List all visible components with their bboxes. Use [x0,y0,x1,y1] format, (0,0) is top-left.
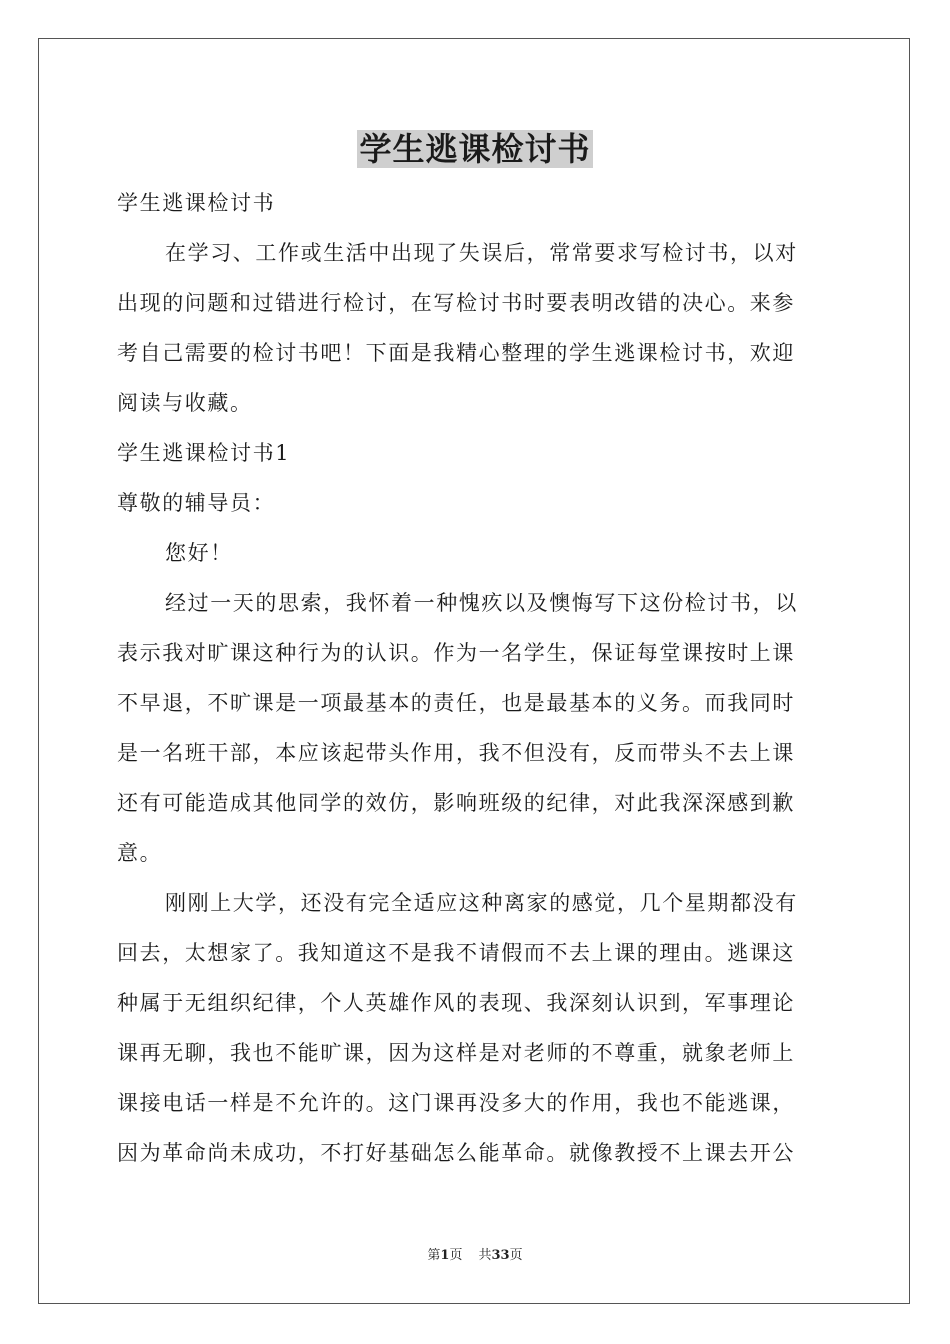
text-line: 刚刚上大学，还没有完全适应这种离家的感觉，几个星期都没有 [165,891,798,915]
text-line: 阅读与收藏。 [117,391,253,415]
page-footer [0,1244,950,1263]
text-line: 因为革命尚未成功，不打好基础怎么能革命。就像教授不上课去开公 [117,1141,795,1165]
text-line: 种属于无组织纪律，个人英雄作风的表现、我深刻认识到，军事理论 [117,991,795,1015]
document-title-text: 学生逃课检讨书 [359,130,591,168]
footer-page-number: 1 [440,1248,450,1263]
text-line: 表示我对旷课这种行为的认识。作为一名学生，保证每堂课按时上课 [117,641,795,665]
text-line: 尊敬的辅导员： [117,491,276,515]
text-line: 课接电话一样是不允许的。这门课再没多大的作用，我也不能逃课， [117,1091,795,1115]
text-line: 还有可能造成其他同学的效仿，影响班级的纪律，对此我深深感到歉 [117,791,795,815]
document-title [0,128,950,170]
document-body [117,178,833,1178]
footer-total-prefix: 共 [478,1248,492,1263]
text-line: 出现的问题和过错进行检讨，在写检讨书时要表明改错的决心。来参 [117,291,795,315]
text-line: 不早退，不旷课是一项最基本的责任，也是最基本的义务。而我同时 [117,691,795,715]
footer-page-suffix: 页 [449,1248,463,1263]
text-line: 考自己需要的检讨书吧！下面是我精心整理的学生逃课检讨书，欢迎 [117,341,795,365]
text-line: 学生逃课检讨书1 [117,441,291,465]
footer-page-prefix: 第 [427,1248,441,1263]
footer-total-pages: 33 [491,1248,510,1263]
text-line: 经过一天的思索，我怀着一种愧疚以及懊悔写下这份检讨书，以 [165,591,798,615]
text-line: 课再无聊，我也不能旷课，因为这样是对老师的不尊重，就象老师上 [117,1041,795,1065]
text-line: 学生逃课检讨书 [117,191,276,215]
text-line: 在学习、工作或生活中出现了失误后，常常要求写检讨书，以对 [165,241,798,265]
text-line: 意。 [117,841,163,865]
footer-total-suffix: 页 [509,1248,523,1263]
text-line: 回去，太想家了。我知道这不是我不请假而不去上课的理由。逃课这 [117,941,795,965]
text-line: 是一名班干部，本应该起带头作用，我不但没有，反而带头不去上课 [117,741,795,765]
text-line: 您好！ [165,541,233,565]
